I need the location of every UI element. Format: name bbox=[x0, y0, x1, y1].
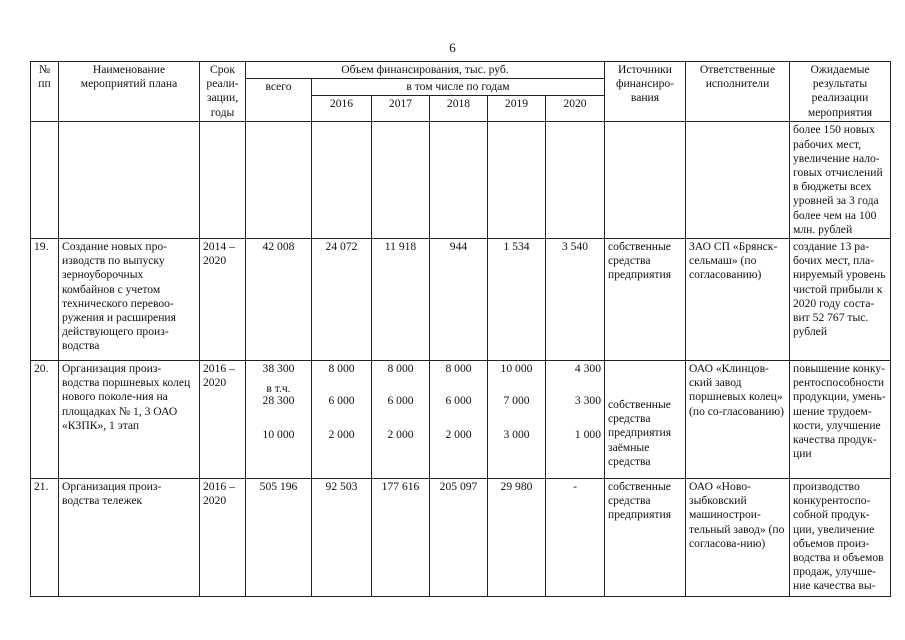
row-responsible: ОАО «Клинцов-ский завод поршневых колец» (по со-гласованию) bbox=[686, 361, 790, 479]
header-term: Срок реали-зации, годы bbox=[200, 62, 246, 122]
row-year-value bbox=[488, 122, 546, 239]
header-year: 2020 bbox=[546, 96, 605, 122]
row-name bbox=[59, 122, 200, 239]
row-year-value bbox=[488, 361, 546, 479]
row-year-value bbox=[546, 122, 605, 239]
header-year: 2018 bbox=[430, 96, 488, 122]
year-value: 10 000 bbox=[500, 362, 533, 376]
row-total: 42 008 bbox=[246, 239, 312, 361]
total-value: 10 000 bbox=[262, 428, 295, 442]
header-num: № пп bbox=[31, 62, 59, 122]
row-num: 21. bbox=[31, 479, 59, 597]
year-value: 8 000 bbox=[445, 362, 472, 376]
year-value: 2 000 bbox=[328, 428, 355, 442]
row-year-value: 1 534 bbox=[488, 239, 546, 361]
row-total: 505 196 bbox=[246, 479, 312, 597]
table-row bbox=[31, 361, 891, 479]
header-year: 2016 bbox=[312, 96, 372, 122]
row-responsible bbox=[686, 122, 790, 239]
row-num: 19. bbox=[31, 239, 59, 361]
row-year-value: 29 980 bbox=[488, 479, 546, 597]
year-value: 7 000 bbox=[503, 394, 530, 408]
year-value: 6 000 bbox=[445, 394, 472, 408]
year-value: 8 000 bbox=[328, 362, 355, 376]
year-value: 1 000 bbox=[574, 428, 601, 442]
row-year-value: 24 072 bbox=[312, 239, 372, 361]
row-term: 2016 – 2020 bbox=[200, 361, 246, 479]
row-results: создание 13 ра-бочих мест, пла-нируемый уровень чистой прибыли к 2020 году соста-вит 52 767 тыс. рублей bbox=[790, 239, 891, 361]
financing-table bbox=[30, 61, 891, 597]
row-num: 20. bbox=[31, 361, 59, 479]
row-year-value bbox=[372, 122, 430, 239]
year-value: 6 000 bbox=[328, 394, 355, 408]
row-name: Организация произ-водства поршневых колец нового поколе-ния на площадках № 1, 3 ОАО «КЗПК», 1 этап bbox=[59, 361, 200, 479]
row-term: 2016 – 2020 bbox=[200, 479, 246, 597]
row-year-value bbox=[430, 122, 488, 239]
row-sources: собственные средства предприятия bbox=[605, 239, 686, 361]
row-term bbox=[200, 122, 246, 239]
row-total bbox=[246, 361, 312, 479]
year-value: 2 000 bbox=[445, 428, 472, 442]
row-term: 2014 – 2020 bbox=[200, 239, 246, 361]
row-year-value: 944 bbox=[430, 239, 488, 361]
header-sources: Источники финансиро-вания bbox=[605, 62, 686, 122]
row-name: Организация произ-водства тележек bbox=[59, 479, 200, 597]
year-value: 2 000 bbox=[387, 428, 414, 442]
header-name: Наименование мероприятий плана bbox=[59, 62, 200, 122]
row-responsible: ЗАО СП «Брянск-сельмаш» (по согласованию) bbox=[686, 239, 790, 361]
header-total: всего bbox=[246, 79, 312, 122]
row-year-value bbox=[546, 361, 605, 479]
row-total bbox=[246, 122, 312, 239]
row-year-value: 3 540 bbox=[546, 239, 605, 361]
total-value: 38 300 bbox=[262, 362, 295, 376]
row-year-value: 11 918 bbox=[372, 239, 430, 361]
table-row bbox=[31, 479, 891, 597]
year-value: 4 300 bbox=[574, 362, 601, 376]
row-year-value bbox=[312, 361, 372, 479]
row-name: Создание новых про-изводств по выпуску зерноуборочных комбайнов с учетом технического перевоо-ружения и расширения действующего произ-водства bbox=[59, 239, 200, 361]
year-value: 3 000 bbox=[503, 428, 530, 442]
page-number: 6 bbox=[449, 40, 456, 55]
year-value: 3 300 bbox=[574, 394, 601, 408]
year-value: 6 000 bbox=[387, 394, 414, 408]
header-year: 2019 bbox=[488, 96, 546, 122]
header-responsible: Ответственные исполнители bbox=[686, 62, 790, 122]
row-results: производство конкурентоспо-собной продук-ции, увеличение объемов произ-водства и объемов продаж, улучше-ние качества вы- bbox=[790, 479, 891, 597]
row-year-value: 177 616 bbox=[372, 479, 430, 597]
row-sources: собственные средства предприятия bbox=[605, 479, 686, 597]
header-finance: Объем финансирования, тыс. руб. bbox=[246, 62, 605, 79]
row-year-value: - bbox=[546, 479, 605, 597]
header-year: 2017 bbox=[372, 96, 430, 122]
row-results: повышение конку-рентоспособности продукции, умень-шение трудоем-кости, улучшение качества продук-ции bbox=[790, 361, 891, 479]
row-year-value bbox=[372, 361, 430, 479]
row-results: более 150 новых рабочих мест, увеличение нало-говых отчислений в бюджеты всех уровней за 3 года более чем на 100 млн. рублей bbox=[790, 122, 891, 239]
row-year-value bbox=[312, 122, 372, 239]
row-sources bbox=[605, 122, 686, 239]
sources-borrowed: заёмные средства bbox=[608, 440, 651, 468]
row-year-value bbox=[430, 361, 488, 479]
sources-own: собственные средства предприятия bbox=[608, 398, 672, 440]
row-num bbox=[31, 122, 59, 239]
row-sources bbox=[605, 361, 686, 479]
header-results: Ожидаемые результаты реализации мероприятия bbox=[790, 62, 891, 122]
table-row bbox=[31, 122, 891, 239]
table-row bbox=[31, 239, 891, 361]
row-year-value: 92 503 bbox=[312, 479, 372, 597]
total-value: 28 300 bbox=[262, 394, 295, 408]
row-year-value: 205 097 bbox=[430, 479, 488, 597]
row-responsible: ОАО «Ново-зыбковский машинострои-тельный завод» (по согласова-нию) bbox=[686, 479, 790, 597]
header-by-years: в том числе по годам bbox=[312, 79, 605, 96]
year-value: 8 000 bbox=[387, 362, 414, 376]
total-note: в т.ч. bbox=[266, 382, 291, 396]
